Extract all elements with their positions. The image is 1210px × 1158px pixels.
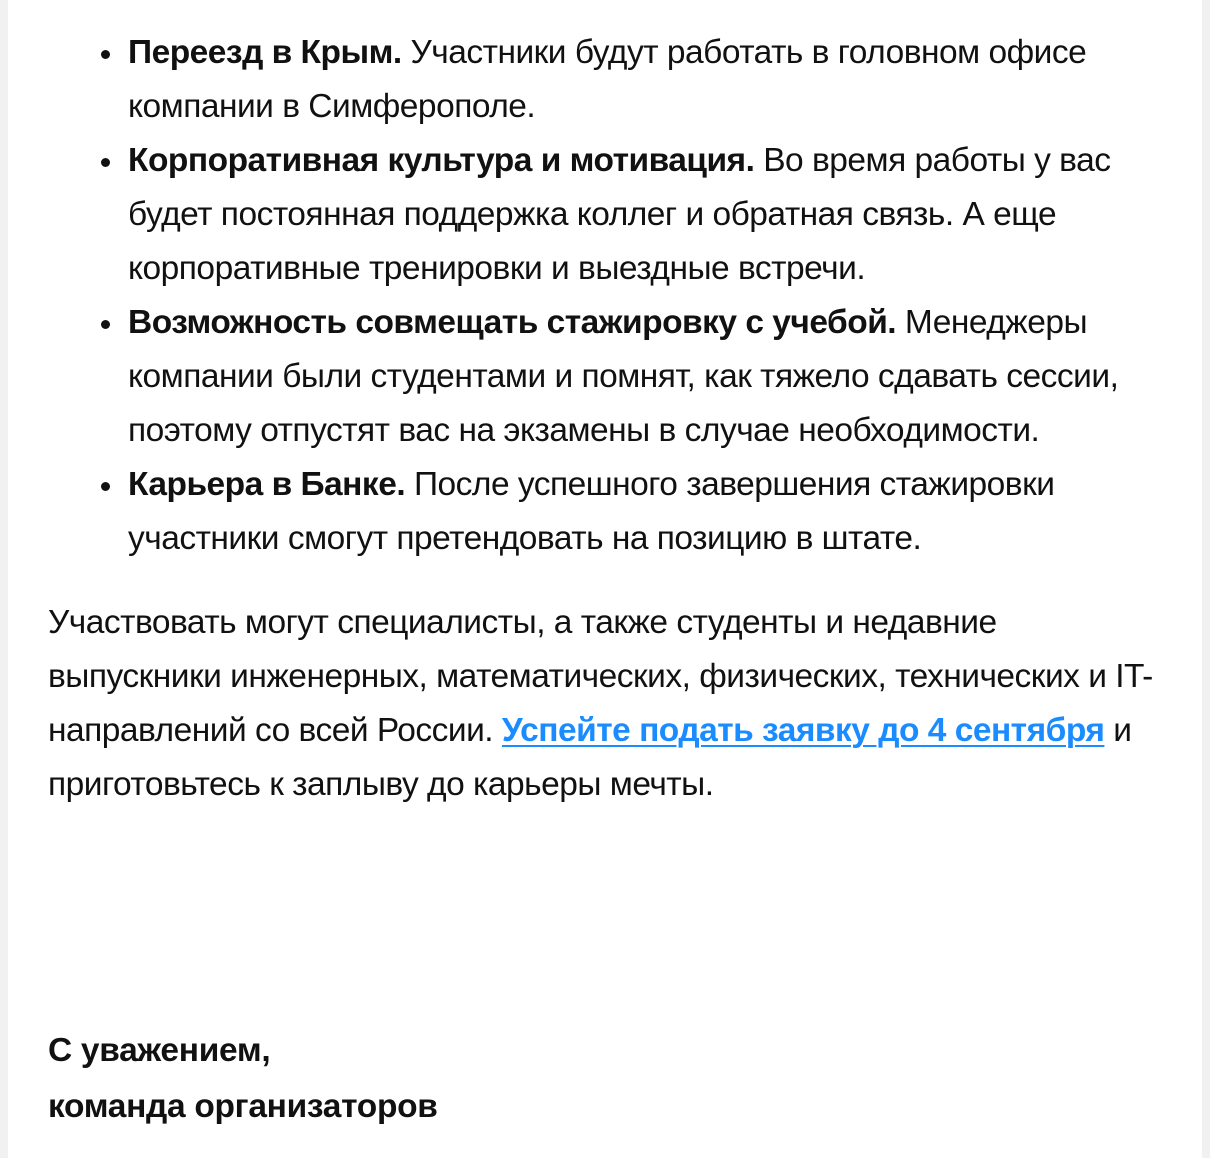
benefits-list	[48, 26, 1196, 566]
list-item	[128, 296, 1196, 458]
benefit-text: Менеджеры компании были студентами и помнят, как тяжело сдавать сессии, поэтому отпустят вас на экзамены в случае необходимости.	[128, 304, 1119, 449]
bullet-icon	[101, 50, 110, 59]
signature-team: команда организаторов	[48, 1088, 438, 1125]
audience-text: Участвовать могут специалисты, а также студенты и недавние выпускники инженерных, математических, физических, технических и IT-направлений со всей России.	[48, 604, 1153, 749]
audience-paragraph	[48, 596, 1196, 812]
list-item	[128, 458, 1196, 566]
benefit-title: Корпоративная культура и мотивация.	[128, 142, 755, 179]
signature	[48, 1023, 438, 1135]
audience-text-end: и приготовьтесь к заплыву до карьеры мечты.	[48, 712, 1132, 803]
benefit-text: Участники будут работать в головном офисе компании в Симферополе.	[128, 34, 1087, 125]
bullet-icon	[101, 158, 110, 167]
email-body	[48, 26, 1196, 812]
bullet-icon	[101, 320, 110, 329]
signature-greeting: С уважением,	[48, 1032, 271, 1069]
benefit-title: Возможность совмещать стажировку с учебой.	[128, 304, 897, 341]
apply-link[interactable]: Успейте подать заявку до 4 сентября	[501, 712, 1105, 749]
benefit-text: Во время работы у вас будет постоянная поддержка коллег и обратная связь. А еще корпоративные тренировки и выездные встречи.	[128, 142, 1111, 287]
list-item	[128, 26, 1196, 134]
benefit-title: Переезд в Крым.	[128, 34, 402, 71]
email-message	[8, 0, 1202, 1158]
bullet-icon	[101, 482, 110, 491]
list-item	[128, 134, 1196, 296]
benefit-title: Карьера в Банке.	[128, 466, 406, 503]
benefit-text: После успешного завершения стажировки участники смогут претендовать на позицию в штате.	[128, 466, 1055, 557]
